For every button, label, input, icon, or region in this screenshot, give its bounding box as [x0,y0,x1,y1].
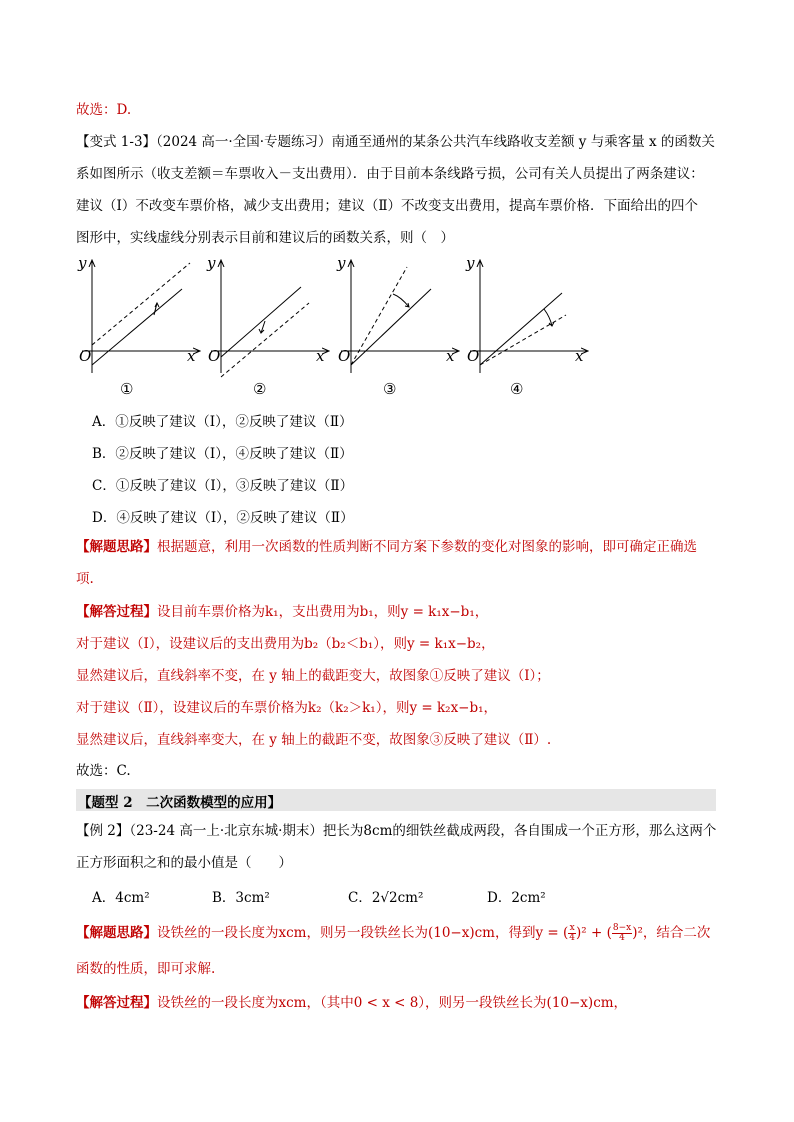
graph-2 [203,253,333,382]
example2-line-1: 【例 2】（23-24 高一上·北京东城·期末）把长为8cm的细铁丝截成两段，各自围成一个正方形，那么这两个 [76,823,717,839]
proc-label: 【解答过程】 [76,995,157,1011]
example2-option-c: C．2√2cm² [348,890,424,906]
section-title: 【题型 2 二次函数模型的应用】 [78,795,282,811]
idea-post: )²，结合二次 [632,925,711,941]
solution1-proc-1 [76,603,488,621]
fraction-1 [568,924,576,943]
example2-option-a: A．4cm² [92,890,150,906]
idea-mid: )² + ( [576,925,612,941]
proc-text-1: 设铁丝的一段长度为xcm，（其中0 < x < 8），则另一段铁丝长为(10−x)cm， [157,995,628,1011]
graph-4 [462,253,592,382]
option-b: B．②反映了建议（Ⅰ），④反映了建议（Ⅱ） [92,446,353,462]
y-axis-label: y [466,254,475,272]
graph-2-svg [203,253,333,378]
solution1-idea-cont: 项. [76,571,94,587]
section-header [76,789,716,811]
graph-1-svg [74,253,204,378]
origin-label: O [208,347,221,365]
x-axis-label: x [316,347,325,365]
graph-4-svg [462,253,592,378]
fraction-2-denominator: 4 [619,933,625,943]
problem-line-2: 系如图所示（收支差额＝车票收入－支出费用）．由于目前本条线路亏损，公司有关人员提出了两条建议： [76,166,704,182]
fraction-2 [612,924,632,943]
y-axis-label: y [207,254,216,272]
graph-3-number: ③ [383,380,397,398]
solution1-proc-4: 对于建议（Ⅱ），设建议后的车票价格为k₂（k₂＞k₁），则y = k₂x−b₁， [76,700,498,716]
fraction-1-numerator: x [569,923,575,933]
problem-line-4: 图形中，实线虚线分别表示目前和建议后的函数关系，则（ ） [76,230,454,246]
solution1-idea [76,538,697,556]
example2-line-2: 正方形面积之和的最小值是（ ） [76,855,292,871]
proc-text-1: 设目前车票价格为k₁，支出费用为b₁，则y = k₁x−b₁， [157,604,489,620]
idea-label: 【解题思路】 [76,539,157,555]
solution1-proc-2: 对于建议（Ⅰ），设建议后的支出费用为b₂（b₂＜b₁），则y = k₁x−b₂， [76,636,495,652]
origin-label: O [467,347,480,365]
graph-1 [74,253,204,382]
x-axis-label: x [575,347,584,365]
idea-text: 根据题意，利用一次函数的性质判断不同方案下参数的变化对图象的影响，即可确定正确选 [157,539,697,555]
origin-label: O [338,347,351,365]
option-d: D．④反映了建议（Ⅰ），②反映了建议（Ⅱ） [92,510,354,526]
graph-3-svg [333,253,463,378]
proc-label: 【解答过程】 [76,604,157,620]
option-a: A．①反映了建议（Ⅰ），②反映了建议（Ⅱ） [92,414,353,430]
x-axis-label: x [187,347,196,365]
graph-1-number: ① [120,380,134,398]
solution2-idea-cont: 函数的性质，即可求解. [76,961,216,977]
fraction-1-denominator: 4 [569,933,575,943]
problem-line-1: 【变式 1-3】（2024 高一·全国·专题练习）南通至通州的某条公共汽车线路收支差额 y 与乘客量 x 的函数关 [76,134,715,150]
solution1-proc-5: 显然建议后，直线斜率变大，在 y 轴上的截距不变，故图象③反映了建议（Ⅱ）. [76,732,552,748]
option-c: C．①反映了建议（Ⅰ），③反映了建议（Ⅱ） [92,478,354,494]
problem-line-3: 建议（Ⅰ）不改变车票价格，减少支出费用；建议（Ⅱ）不改变支出费用，提高车票价格．下面给出的四个 [76,198,699,214]
fraction-2-numerator: 8−x [612,923,632,933]
y-axis-label: y [337,254,346,272]
solution2-proc-1 [76,994,627,1012]
solution2-idea [76,924,710,943]
graph-3 [333,253,463,382]
graph-4-number: ④ [510,380,524,398]
example2-option-d: D．2cm² [487,890,546,906]
y-axis-label: y [78,254,87,272]
solution1-answer: 故选：C. [76,763,131,779]
origin-label: O [79,347,92,365]
answer-d-line: 故选：D. [76,102,132,118]
x-axis-label: x [446,347,455,365]
idea-label: 【解题思路】 [76,925,157,941]
solution1-proc-3: 显然建议后，直线斜率不变，在 y 轴上的截距变大，故图象①反映了建议（Ⅰ）； [76,668,550,684]
graph-2-number: ② [253,380,267,398]
idea-pre: 设铁丝的一段长度为xcm，则另一段铁丝长为(10−x)cm，得到y = ( [157,925,569,941]
example2-option-b: B．3cm² [212,890,270,906]
